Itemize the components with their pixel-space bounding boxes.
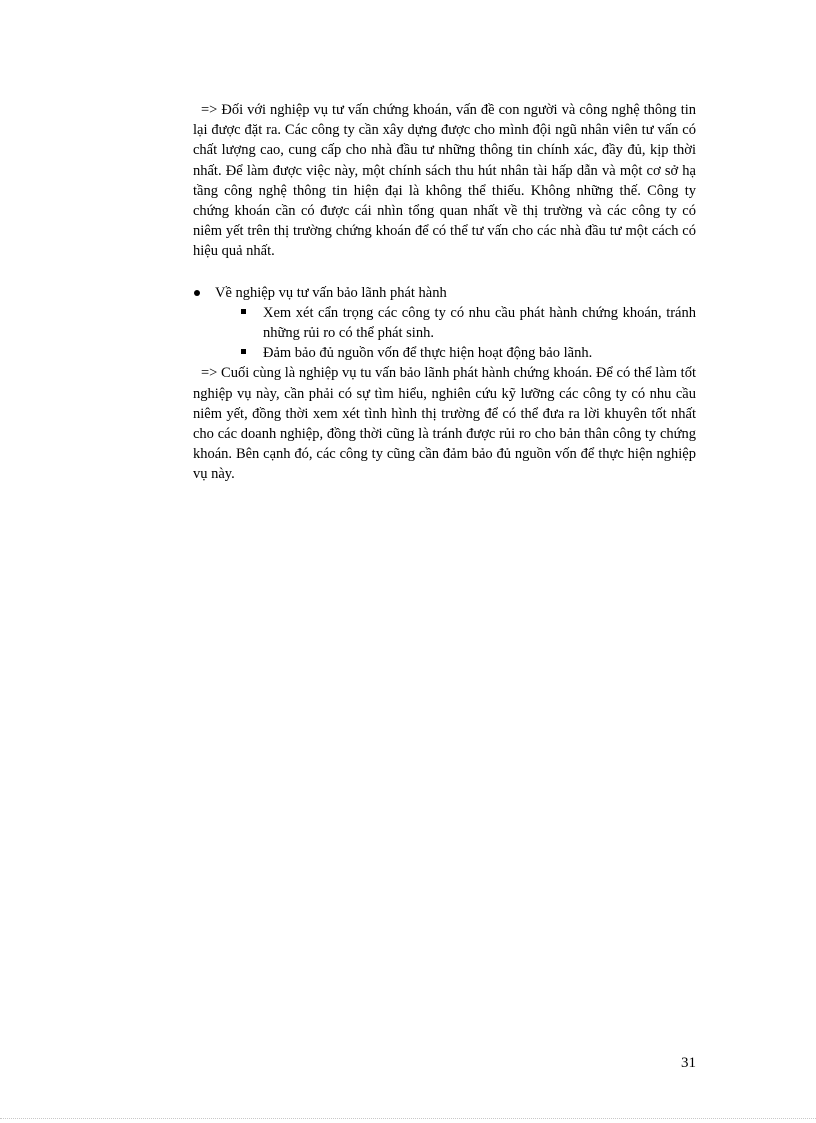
bullet-heading-text: Về nghiệp vụ tư vấn bảo lãnh phát hành — [215, 284, 447, 301]
square-bullet-icon — [241, 309, 246, 314]
paragraph-underwriting-conclusion: => Cuối cùng là nghiệp vụ tu vấn bảo lãnh phát hành chứng khoán. Để có thể làm tốt nghiệp vụ này, cần phải có sự tìm hiểu, nghiên cứu kỹ lưỡng các công ty có nhu cầu niêm yết, đồng thời xem xét tình hình thị trường để có thể đưa ra lời khuyên tốt nhất cho các doanh nghiệp, đồng thời cũng là tránh được rủi ro cho bản thân công ty chứng khoán. Bên cạnh đó, các công ty cũng cần đảm bảo đủ nguồn vốn để thực hiện nghiệp vụ này. — [193, 365, 696, 483]
page-body — [193, 100, 696, 485]
page-number: 31 — [681, 1055, 696, 1071]
sub-bullet-item — [263, 343, 696, 363]
bullet-dot-icon — [194, 290, 200, 296]
paragraph-consulting-conclusion: => Đối với nghiệp vụ tư vấn chứng khoán, vấn đề con người và công nghệ thông tin lại được đặt ra. Các công ty cần xây dựng được cho mình đội ngũ nhân viên tư vấn có chất lượng cao, cung cấp cho nhà đầu tư những thông tin chính xác, đầy đủ, kịp thời nhất. Để làm được việc này, một chính sách thu hút nhân tài hấp dẫn và một cơ sở hạ tầng công nghệ thông tin hiện đại là không thể thiếu. Không những thế. Công ty chứng khoán cần có được cái nhìn tổng quan nhất về thị trường và các công ty có niêm yết trên thị trường chứng khoán để có thể tư vấn cho các nhà đầu tư một cách có hiệu quả nhất. — [193, 102, 696, 260]
bullet-item-underwriting — [193, 283, 696, 303]
sub-bullet-text: Đảm bảo đủ nguồn vốn để thực hiện hoạt động bảo lãnh. — [263, 345, 593, 362]
paragraph-spacer — [193, 262, 696, 283]
sub-bullet-text: Xem xét cẩn trọng các công ty có nhu cầu phát hành chứng khoán, tránh những rủi ro có thể phát sinh. — [263, 304, 696, 342]
square-bullet-icon — [241, 349, 246, 354]
sub-bullet-item — [263, 303, 696, 343]
page-bottom-divider — [0, 1118, 816, 1119]
